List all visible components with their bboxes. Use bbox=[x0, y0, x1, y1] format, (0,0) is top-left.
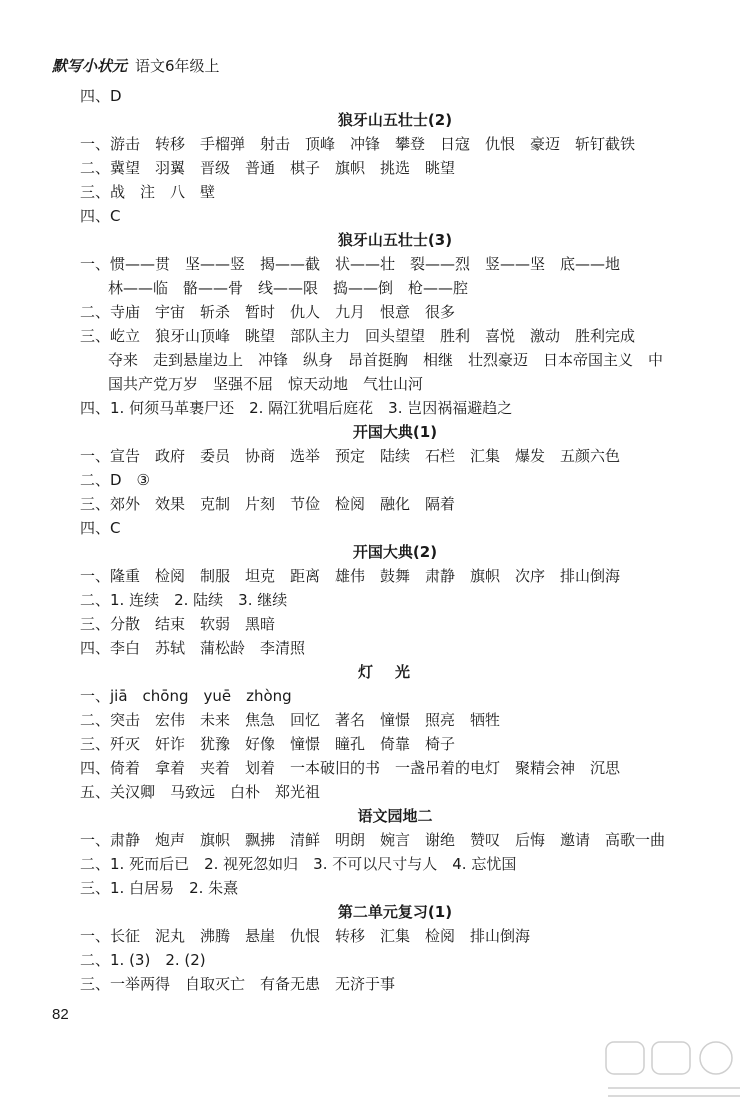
answer-line-text: 二、1. (3) 2. (2) bbox=[80, 951, 206, 969]
section-title-text: 狼牙山五壮士(2) bbox=[337, 111, 453, 129]
answer-line-text: 二、寺庙 宇宙 斩杀 暂时 仇人 九月 恨意 很多 bbox=[80, 303, 456, 321]
answer-line bbox=[80, 300, 710, 324]
answer-line-text: 二、1. 死而后已 2. 视死忽如归 3. 不可以尺寸与人 4. 忘忧国 bbox=[80, 855, 517, 873]
section-title-text: 语文园地二 bbox=[357, 807, 433, 825]
answer-line-text: 一、jiā chōng yuē zhòng bbox=[80, 687, 292, 705]
answer-line-text: 一、长征 泥丸 沸腾 悬崖 仇恨 转移 汇集 检阅 排山倒海 bbox=[80, 927, 531, 945]
answer-line bbox=[80, 876, 710, 900]
answer-line-text: 国共产党万岁 坚强不屈 惊天动地 气壮山河 bbox=[108, 375, 424, 393]
answer-line bbox=[80, 708, 710, 732]
answer-line bbox=[80, 204, 710, 228]
section-title bbox=[80, 108, 710, 132]
answer-line-text: 四、1. 何须马革裹尸还 2. 隔江犹唱后庭花 3. 岂因祸福避趋之 bbox=[80, 399, 513, 417]
answer-line-text: 三、屹立 狼牙山顶峰 眺望 部队主力 回头望望 胜利 喜悦 激动 胜利完成 bbox=[80, 327, 636, 345]
section-title-text: 第二单元复习(1) bbox=[337, 903, 453, 921]
answer-line-text: 一、肃静 炮声 旗帜 飘拂 清鲜 明朗 婉言 谢绝 赞叹 后悔 邀请 高歌一曲 bbox=[80, 831, 666, 849]
answer-line bbox=[80, 564, 710, 588]
header-brand: 默写小状元 bbox=[52, 57, 128, 75]
section-title bbox=[80, 540, 710, 564]
header-subtitle: 语文6年级上 bbox=[135, 57, 220, 75]
answer-line bbox=[80, 84, 710, 108]
answer-line bbox=[80, 852, 710, 876]
answer-line-text: 四、C bbox=[80, 207, 121, 225]
answer-line-text: 一、惯——贯 坚——竖 揭——截 状——壮 裂——烈 竖——坚 底——地 bbox=[80, 255, 621, 273]
answer-line-text: 林——临 骼——骨 线——限 捣——倒 枪——腔 bbox=[108, 279, 469, 297]
answer-line bbox=[80, 468, 710, 492]
answer-line-text: 四、倚着 拿着 夹着 划着 一本破旧的书 一盏吊着的电灯 聚精会神 沉思 bbox=[80, 759, 621, 777]
answer-line bbox=[80, 948, 710, 972]
answer-line bbox=[80, 972, 710, 996]
answer-line bbox=[80, 924, 710, 948]
answer-line bbox=[80, 828, 710, 852]
answer-line bbox=[80, 612, 710, 636]
answer-line bbox=[80, 756, 710, 780]
answer-line bbox=[80, 516, 710, 540]
answer-line-text: 三、歼灭 奸诈 犹豫 好像 憧憬 瞳孔 倚靠 椅子 bbox=[80, 735, 456, 753]
answer-line-text: 二、冀望 羽翼 晋级 普通 棋子 旗帜 挑选 眺望 bbox=[80, 159, 456, 177]
answer-line-text: 三、1. 白居易 2. 朱熹 bbox=[80, 879, 239, 897]
section-title-text: 灯光 bbox=[357, 663, 432, 681]
answer-line bbox=[80, 132, 710, 156]
section-title bbox=[80, 420, 710, 444]
answer-line-text: 一、隆重 检阅 制服 坦克 距离 雄伟 鼓舞 肃静 旗帜 次序 排山倒海 bbox=[80, 567, 621, 585]
answer-line-text: 三、一举两得 自取灭亡 有备无患 无济于事 bbox=[80, 975, 396, 993]
answer-line-text: 三、战 注 八 壁 bbox=[80, 183, 216, 201]
answer-line bbox=[80, 684, 710, 708]
answer-line bbox=[80, 180, 710, 204]
answer-line bbox=[80, 252, 710, 276]
answer-line bbox=[80, 588, 710, 612]
answer-line-text: 一、宣告 政府 委员 协商 选举 预定 陆续 石栏 汇集 爆发 五颜六色 bbox=[80, 447, 621, 465]
answer-line bbox=[80, 732, 710, 756]
answer-line bbox=[80, 348, 710, 372]
section-title-text: 狼牙山五壮士(3) bbox=[337, 231, 453, 249]
answer-line-text: 二、D ③ bbox=[80, 471, 150, 489]
answer-line bbox=[80, 324, 710, 348]
answer-line-text: 三、分散 结束 软弱 黑暗 bbox=[80, 615, 276, 633]
section-title bbox=[80, 804, 710, 828]
answer-line bbox=[80, 396, 710, 420]
watermark-logo bbox=[604, 1040, 744, 1100]
section-title bbox=[80, 228, 710, 252]
answer-line-text: 夺来 走到悬崖边上 冲锋 纵身 昂首挺胸 相继 壮烈豪迈 日本帝国主义 中 bbox=[108, 351, 664, 369]
answer-line-text: 四、D bbox=[80, 87, 122, 105]
answer-line-text: 四、李白 苏轼 蒲松龄 李清照 bbox=[80, 639, 306, 657]
answer-line-text: 五、关汉卿 马致远 白朴 郑光祖 bbox=[80, 783, 321, 801]
section-title bbox=[80, 660, 710, 684]
answer-line bbox=[80, 492, 710, 516]
answer-line-text: 四、C bbox=[80, 519, 121, 537]
page-number: 82 bbox=[52, 1006, 69, 1023]
section-title-text: 开国大典(2) bbox=[352, 543, 438, 561]
answer-line-text: 三、郊外 效果 克制 片刻 节俭 检阅 融化 隔着 bbox=[80, 495, 456, 513]
page-header bbox=[52, 55, 220, 76]
answer-content bbox=[80, 84, 710, 996]
answer-line bbox=[80, 636, 710, 660]
answer-line bbox=[80, 372, 710, 396]
answer-line bbox=[80, 156, 710, 180]
answer-line bbox=[80, 444, 710, 468]
section-title bbox=[80, 900, 710, 924]
answer-line-text: 二、1. 连续 2. 陆续 3. 继续 bbox=[80, 591, 288, 609]
section-title-text: 开国大典(1) bbox=[352, 423, 438, 441]
answer-line-text: 二、突击 宏伟 未来 焦急 回忆 著名 憧憬 照亮 牺牲 bbox=[80, 711, 501, 729]
answer-line bbox=[80, 780, 710, 804]
answer-line bbox=[80, 276, 710, 300]
answer-line-text: 一、游击 转移 手榴弹 射击 顶峰 冲锋 攀登 日寇 仇恨 豪迈 斩钉截铁 bbox=[80, 135, 636, 153]
